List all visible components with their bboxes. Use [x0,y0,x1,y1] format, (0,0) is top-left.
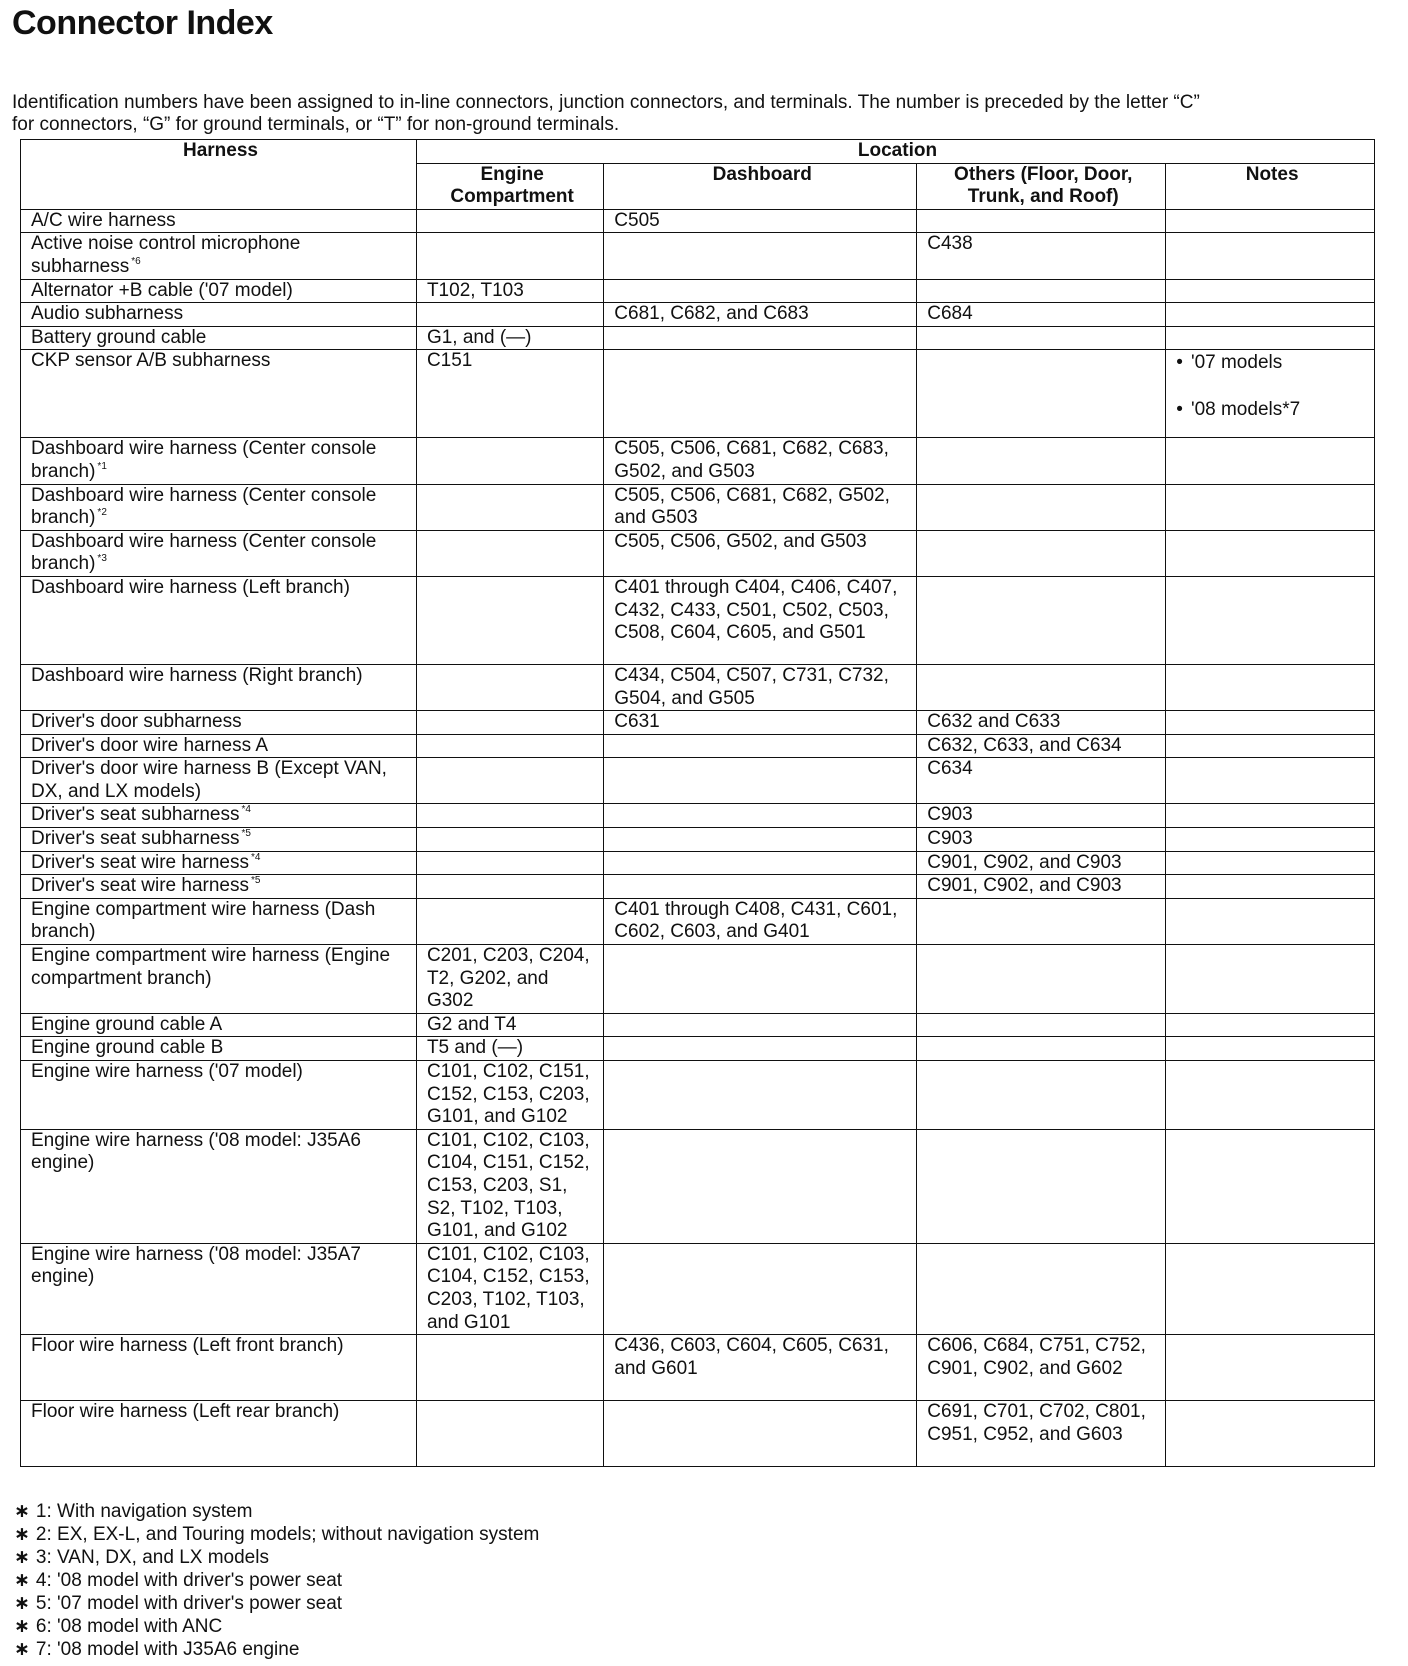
footnotes [14,1500,539,1661]
dashboard-cell [604,1243,917,1334]
table-row [21,734,1375,758]
dashboard-cell: C505, C506, G502, and G503 [604,530,917,576]
others-cell [917,664,1166,710]
harness-name: Dashboard wire harness (Center console branch) [31,484,377,529]
harness-name: Dashboard wire harness (Left branch) [31,576,350,598]
dashboard-cell [604,734,917,758]
others-cell: C901, C902, and C903 [917,851,1166,875]
harness-cell [21,758,417,804]
table-row [21,350,1375,438]
engine-compartment-cell [416,851,603,875]
notes-cell [1166,804,1375,828]
harness-cell [21,664,417,710]
harness-cell [21,734,417,758]
others-cell [917,1243,1166,1334]
table-row [21,209,1375,233]
notes-cell [1166,438,1375,484]
notes-cell [1166,851,1375,875]
footnote-item: ∗ 3: VAN, DX, and LX models [14,1546,539,1569]
harness-cell [21,851,417,875]
harness-cell [21,804,417,828]
header-notes: Notes [1166,163,1375,209]
harness-cell [21,875,417,899]
harness-name: A/C wire harness [31,209,176,231]
harness-name: Engine compartment wire harness (Dash branch) [31,898,376,943]
note-item: • '07 models [1176,352,1368,375]
harness-name: Driver's seat wire harness [31,851,249,873]
engine-compartment-cell [416,1401,603,1467]
footnote-ref: *4 [250,851,261,863]
table-row [21,576,1375,664]
notes-cell [1166,350,1375,438]
notes-cell [1166,209,1375,233]
harness-cell [21,945,417,1014]
table-row [21,484,1375,530]
engine-compartment-cell: C101, C102, C103, C104, C151, C152, C153, C203, S1, S2, T102, T103, G101, and G102 [416,1129,603,1243]
engine-compartment-cell [416,898,603,944]
dashboard-cell [604,1401,917,1467]
harness-name: Driver's seat subharness [31,804,240,826]
footnote-ref: *5 [241,828,251,840]
table-row [21,1037,1375,1061]
notes-cell [1166,1061,1375,1130]
others-cell [917,1061,1166,1130]
notes-cell [1166,1129,1375,1243]
others-cell: C634 [917,758,1166,804]
header-dashboard: Dashboard [604,163,917,209]
footnote-ref: *3 [97,553,107,565]
harness-cell [21,711,417,735]
engine-compartment-cell: G2 and T4 [416,1013,603,1037]
table-row [21,1013,1375,1037]
others-cell: C903 [917,828,1166,852]
notes-cell [1166,279,1375,303]
notes-cell [1166,828,1375,852]
harness-cell [21,898,417,944]
footnote-item: ∗ 5: '07 model with driver's power seat [14,1592,539,1615]
dashboard-cell [604,1061,917,1130]
engine-compartment-cell [416,664,603,710]
harness-name: Alternator +B cable ('07 model) [31,279,293,301]
engine-compartment-cell: C101, C102, C103, C104, C152, C153, C203, T102, T103, and G101 [416,1243,603,1334]
harness-cell [21,350,417,438]
dashboard-cell [604,326,917,350]
engine-compartment-cell [416,875,603,899]
others-cell [917,438,1166,484]
intro-text [12,92,1402,136]
dashboard-cell: C505, C506, C681, C682, G502, and G503 [604,484,917,530]
header-harness: Harness [21,140,417,210]
table-row [21,326,1375,350]
footnote-ref: *6 [131,255,141,267]
others-cell: C632, C633, and C634 [917,734,1166,758]
harness-cell [21,484,417,530]
harness-name: Floor wire harness (Left rear branch) [31,1401,340,1423]
harness-name: Dashboard wire harness (Right branch) [31,664,363,686]
harness-cell [21,279,417,303]
others-cell [917,898,1166,944]
engine-compartment-cell: C201, C203, C204, T2, G202, and G302 [416,945,603,1014]
harness-name: Active noise control microphone subharness [31,233,301,277]
others-cell: C684 [917,303,1166,327]
table-row [21,1061,1375,1130]
notes-cell [1166,664,1375,710]
harness-cell [21,576,417,664]
harness-name: Engine wire harness ('08 model: J35A7 engine) [31,1243,361,1288]
table-row [21,875,1375,899]
dashboard-cell [604,804,917,828]
footnote-ref: *4 [241,804,251,816]
harness-cell [21,530,417,576]
dashboard-cell: C505, C506, C681, C682, C683, G502, and G503 [604,438,917,484]
dashboard-cell [604,350,917,438]
table-row [21,279,1375,303]
harness-name: Engine wire harness ('07 model) [31,1061,303,1082]
dashboard-cell: C434, C504, C507, C731, C732, G504, and G505 [604,664,917,710]
harness-cell [21,828,417,852]
harness-name: Engine compartment wire harness (Engine compartment branch) [31,945,391,989]
notes-cell [1166,576,1375,664]
table-row [21,233,1375,279]
notes-cell [1166,233,1375,279]
dashboard-cell [604,1037,917,1061]
table-row [21,438,1375,484]
engine-compartment-cell: T5 and (—) [416,1037,603,1061]
harness-cell [21,1061,417,1130]
dashboard-cell: C401 through C404, C406, C407, C432, C433, C501, C502, C503, C508, C604, C605, and G501 [604,576,917,664]
notes-cell [1166,326,1375,350]
harness-name: Dashboard wire harness (Center console branch) [31,438,377,482]
engine-compartment-cell: C101, C102, C151, C152, C153, C203, G101, and G102 [416,1061,603,1130]
harness-cell [21,1037,417,1061]
page-title: Connector Index [12,4,273,42]
harness-name: Floor wire harness (Left front branch) [31,1335,344,1357]
table-row [21,711,1375,735]
notes-list [1176,352,1368,421]
others-cell: C438 [917,233,1166,279]
harness-name: Driver's seat subharness [31,828,240,850]
others-cell [917,1037,1166,1061]
harness-name: CKP sensor A/B subharness [31,350,271,372]
connector-table [20,139,1375,1467]
dashboard-cell [604,233,917,279]
table-row [21,664,1375,710]
dashboard-cell: C681, C682, and C683 [604,303,917,327]
dashboard-cell: C631 [604,711,917,735]
header-location: Location [416,140,1374,164]
dashboard-cell: C401 through C408, C431, C601, C602, C603, and G401 [604,898,917,944]
engine-compartment-cell [416,530,603,576]
header-others: Others (Floor, Door, Trunk, and Roof) [917,163,1166,209]
dashboard-cell [604,851,917,875]
notes-cell [1166,303,1375,327]
table-row [21,804,1375,828]
footnote-ref: *1 [97,460,107,472]
harness-cell [21,209,417,233]
notes-cell [1166,1037,1375,1061]
table-row [21,1243,1375,1334]
notes-cell [1166,484,1375,530]
engine-compartment-cell [416,804,603,828]
table-row [21,945,1375,1014]
table-row [21,1401,1375,1467]
harness-cell [21,438,417,484]
harness-name: Battery ground cable [31,326,207,348]
notes-cell [1166,1401,1375,1467]
engine-compartment-cell [416,233,603,279]
others-cell [917,1013,1166,1037]
dashboard-cell: C505 [604,209,917,233]
harness-name: Driver's door wire harness A [31,734,268,756]
notes-cell [1166,898,1375,944]
others-cell: C632 and C633 [917,711,1166,735]
engine-compartment-cell: G1, and (—) [416,326,603,350]
footnote-ref: *5 [250,875,261,887]
harness-name: Driver's seat wire harness [31,875,249,897]
dashboard-cell [604,875,917,899]
table-row [21,303,1375,327]
harness-cell [21,1129,417,1243]
notes-cell [1166,945,1375,1014]
notes-cell [1166,1335,1375,1401]
harness-cell [21,1013,417,1037]
engine-compartment-cell [416,758,603,804]
engine-compartment-cell [416,438,603,484]
others-cell [917,326,1166,350]
harness-name: Engine ground cable B [31,1037,224,1059]
engine-compartment-cell: T102, T103 [416,279,603,303]
intro-line-2: for connectors, “G” for ground terminals, or “T” for non-ground terminals. [12,114,620,135]
footnote-ref: *2 [97,507,107,519]
dashboard-cell [604,945,917,1014]
engine-compartment-cell [416,576,603,664]
notes-cell [1166,734,1375,758]
note-item: • '08 models*7 [1176,399,1368,422]
notes-cell [1166,1243,1375,1334]
dashboard-cell [604,1129,917,1243]
table-row [21,898,1375,944]
engine-compartment-cell [416,711,603,735]
harness-name: Engine ground cable A [31,1013,223,1035]
notes-cell [1166,875,1375,899]
table-row [21,828,1375,852]
harness-cell [21,1243,417,1334]
others-cell [917,945,1166,1014]
dashboard-cell [604,279,917,303]
harness-name: Driver's door subharness [31,711,242,733]
others-cell [917,530,1166,576]
others-cell: C691, C701, C702, C801, C951, C952, and G603 [917,1401,1166,1467]
harness-cell [21,233,417,279]
harness-cell [21,303,417,327]
footnote-item: ∗ 4: '08 model with driver's power seat [14,1569,539,1592]
table-row [21,851,1375,875]
engine-compartment-cell: C151 [416,350,603,438]
dashboard-cell [604,1013,917,1037]
others-cell [917,350,1166,438]
engine-compartment-cell [416,1335,603,1401]
dashboard-cell [604,828,917,852]
others-cell [917,576,1166,664]
others-cell [917,484,1166,530]
notes-cell [1166,530,1375,576]
footnote-item: ∗ 2: EX, EX-L, and Touring models; without navigation system [14,1523,539,1546]
engine-compartment-cell [416,209,603,233]
engine-compartment-cell [416,828,603,852]
harness-name: Dashboard wire harness (Center console branch) [31,530,377,575]
dashboard-cell: C436, C603, C604, C605, C631, and G601 [604,1335,917,1401]
notes-cell [1166,758,1375,804]
engine-compartment-cell [416,303,603,327]
others-cell [917,209,1166,233]
harness-name: Audio subharness [31,303,184,325]
harness-name: Driver's door wire harness B (Except VAN, DX, and LX models) [31,758,387,802]
intro-line-1: Identification numbers have been assigned to in-line connectors, junction connectors, and terminals. The number is preceded by the letter “C” [12,92,1200,113]
engine-compartment-cell [416,484,603,530]
harness-cell [21,326,417,350]
table-row [21,530,1375,576]
footnote-item: ∗ 6: '08 model with ANC [14,1615,539,1638]
notes-cell [1166,1013,1375,1037]
others-cell: C903 [917,804,1166,828]
others-cell [917,279,1166,303]
harness-cell [21,1335,417,1401]
engine-compartment-cell [416,734,603,758]
table-row [21,758,1375,804]
header-engine-compartment: Engine Compartment [416,163,603,209]
table-row [21,1129,1375,1243]
footnote-item: ∗ 7: '08 model with J35A6 engine [14,1638,539,1661]
notes-cell [1166,711,1375,735]
footnote-item: ∗ 1: With navigation system [14,1500,539,1523]
table-body [21,209,1375,1466]
table-row [21,1335,1375,1401]
harness-name: Engine wire harness ('08 model: J35A6 engine) [31,1129,361,1174]
dashboard-cell [604,758,917,804]
harness-cell [21,1401,417,1467]
others-cell [917,1129,1166,1243]
others-cell: C901, C902, and C903 [917,875,1166,899]
others-cell: C606, C684, C751, C752, C901, C902, and G602 [917,1335,1166,1401]
